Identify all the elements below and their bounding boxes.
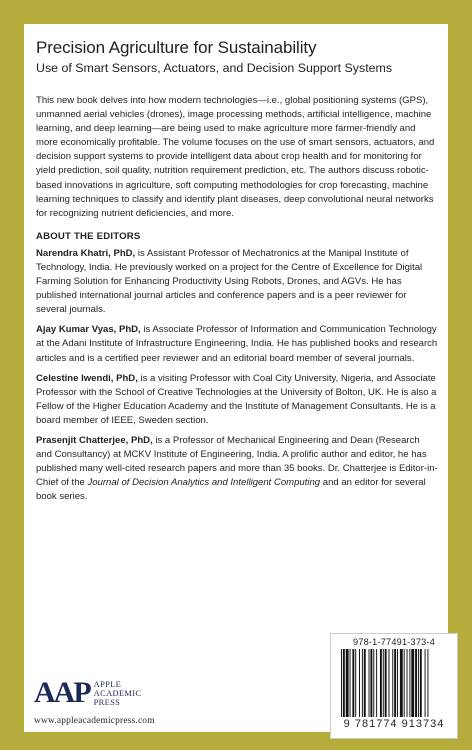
editor-bio — [36, 434, 438, 504]
publisher-logo-mark: AAP — [34, 676, 90, 709]
book-title: Precision Agriculture for Sustainability — [36, 38, 317, 57]
editor-name: Ajay Kumar Vyas, PhD, — [36, 324, 141, 336]
barcode-icon — [335, 649, 453, 719]
isbn-barcode-box — [330, 633, 458, 739]
editor-bio-text: is a Professor of Mechanical Engineering and Dean (Research and Consultancy) at MCKV Institute of Engineering, India. A prolific author and editor, he has published many well-cited research papers and more than 35 books. Dr. Chatterjee is Editor-in-Chief of the — [36, 434, 438, 489]
editor-bio — [36, 372, 438, 428]
publisher-logo-line: PRESS — [93, 696, 121, 707]
publisher-logo — [34, 678, 141, 708]
editor-bio-text: is a visiting Professor with Coal City University, Nigeria, and Associate Professor with the School of Creative Technologies at the University of Bolton, UK. He is also a Fellow of the Higher Education Academy and the Institute of Management Consultants. He is a board member of IEEE, Sweden section. — [36, 372, 437, 426]
editor-bio-text: is Assistant Professor of Mechatronics at the Manipal Institute of Technology, India. He previously worked on a project for the Centre of Excellence for Digital Farming Solution for Enhancing Productivity Using Robots, Drones, and AGVs. He has published international journal articles and conference papers and is a peer reviewer for several journals. — [36, 247, 423, 316]
book-description: This new book delves into how modern technologies—i.e., global positioning systems (GPS), unmanned aerial vehicles (drones), image processing methods, artificial intelligence, machine learning, and deep learning—are being used to make agriculture more farmer-friendly and more economically profitable. The volume focuses on the use of smart sensors, actuators, and decision support systems to provide intelligent data about crop health and for monitoring for yield prediction, soil quality, nutrition requirement prediction, etc. The authors discuss robotic-based innovations in agriculture, soft computing methodologies for crop forecasting, machine learning techniques to classify and identify plant diseases, deep convolutional neural networks for recognizing nutrient deficiencies, and more. — [36, 95, 435, 219]
about-editors-heading: ABOUT THE EDITORS — [36, 230, 141, 242]
barcode-digits: 9 781774 913734 — [343, 718, 445, 730]
publisher-logo-line: ACADEMIC — [93, 687, 142, 698]
isbn-number: 978-1-77491-373-4 — [352, 637, 436, 647]
publisher-website: www.appleacademicpress.com — [34, 716, 155, 726]
publisher-logo-line: APPLE — [93, 678, 122, 689]
editor-bio-text: is Associate Professor of Information and Communication Technology at the Adani Institute of Infrastructure Engineering, India. He has published books and research articles and is a certified peer reviewer and an editorial board member of several journals. — [36, 324, 438, 364]
back-cover-panel — [24, 24, 448, 732]
editor-bio — [36, 247, 438, 317]
book-subtitle: Use of Smart Sensors, Actuators, and Decision Support Systems — [36, 61, 393, 75]
editor-name: Prasenjit Chatterjee, PhD, — [36, 434, 153, 446]
publisher-logo-text — [94, 680, 142, 707]
editor-bio-text: and an editor for several book series. — [36, 477, 426, 503]
editor-name: Celestine Iwendi, PhD, — [36, 372, 138, 384]
editor-name: Narendra Khatri, PhD, — [36, 247, 136, 259]
journal-title: Journal of Decision Analytics and Intelligent Computing — [87, 477, 321, 489]
editor-bio — [36, 323, 438, 365]
